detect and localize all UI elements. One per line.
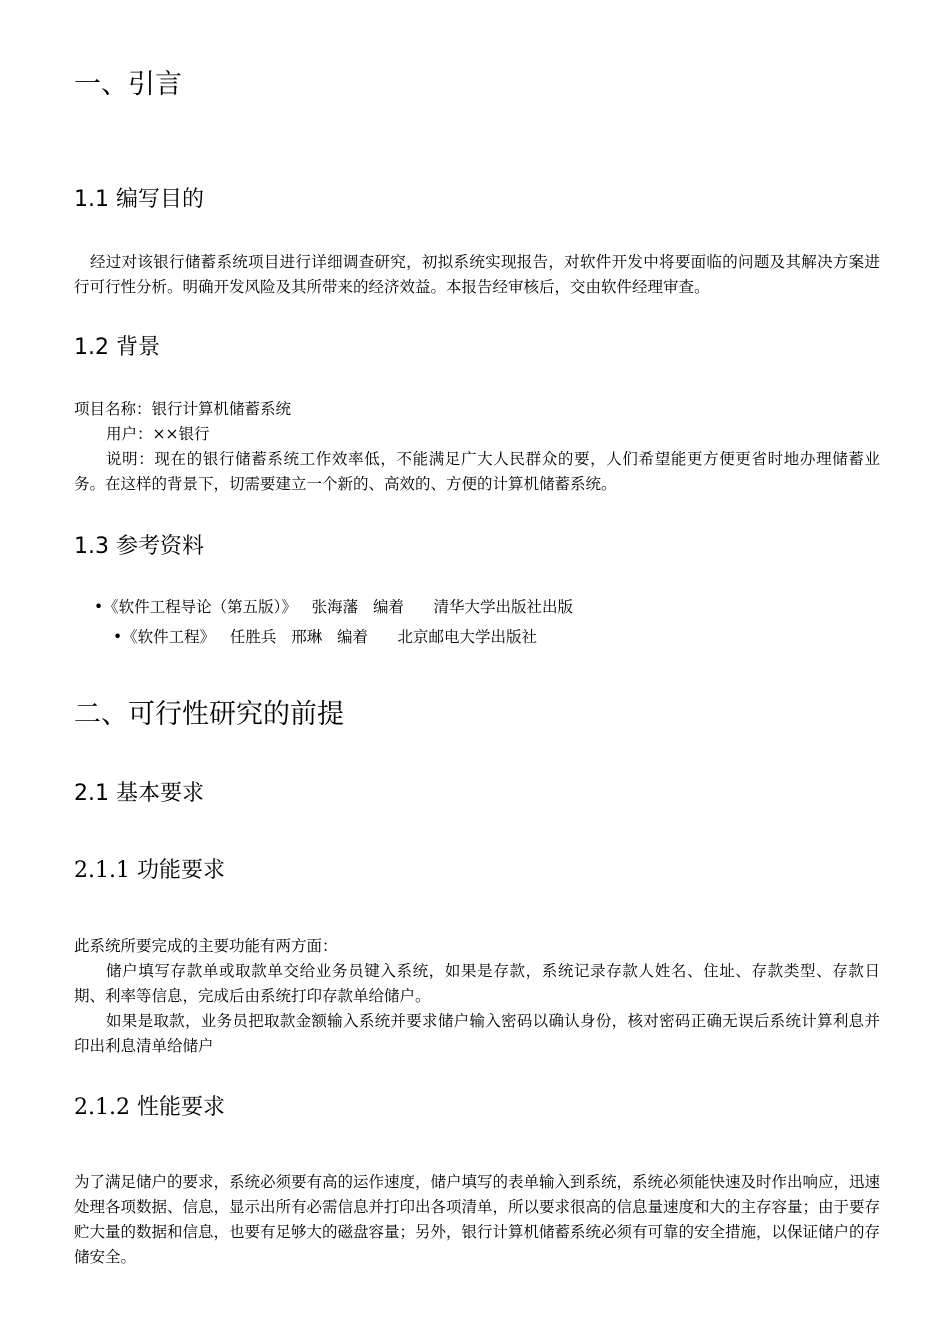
- function-paragraph-withdraw: 如果是取款，业务员把取款金额输入系统并要求储户输入密码以确认身份，核对密码正确无误后系统计算利息并印出利息清单给储户: [74, 1012, 880, 1055]
- section-1-3-heading: 1.3 参考资料: [74, 534, 204, 559]
- function-paragraph-deposit: 储户填写存款单或取款单交给业务员键入系统，如果是存款，系统记录存款人姓名、住址、存款类型、存款日期、利率等信息，完成后由系统打印存款单给储户。: [74, 962, 880, 1005]
- section-1-heading: 一、引言: [74, 69, 182, 100]
- reference-item: •《软件工程》 任胜兵 邢琳 编着 北京邮电大学出版社: [113, 628, 538, 646]
- section-1-1-heading: 1.1 编写目的: [74, 187, 204, 212]
- section-1-2-heading: 1.2 背景: [74, 335, 160, 360]
- section-2-1-heading: 2.1 基本要求: [74, 781, 204, 806]
- section-2-1-1-heading: 2.1.1 功能要求: [74, 858, 225, 883]
- background-description: 说明：现在的银行储蓄系统工作效率低，不能满足广大人民群众的要，人们希望能更方便更省时地办理储蓄业务。在这样的背景下，切需要建立一个新的、高效的、方便的计算机储蓄系统。: [74, 450, 880, 493]
- section-1-1-paragraph: 经过对该银行储蓄系统项目进行详细调查研究，初拟系统实现报告，对软件开发中将要面临的问题及其解决方案进行可行性分析。明确开发风险及其所带来的经济效益。本报告经审核后，交由软件经理审查。: [74, 253, 880, 296]
- project-name-line: 项目名称：银行计算机储蓄系统: [74, 400, 292, 418]
- reference-item: •《软件工程导论（第五版）》 张海藩 编着 清华大学出版社出版: [94, 598, 574, 616]
- section-2-1-2-heading: 2.1.2 性能要求: [74, 1095, 225, 1120]
- user-line: 用户：××银行: [106, 425, 210, 443]
- performance-paragraph: 为了满足储户的要求，系统必须要有高的运作速度，储户填写的表单输入到系统，系统必须能快速及时作出响应，迅速处理各项数据、信息，显示出所有必需信息并打印出各项清单，所以要求很高的信息量速度和大的主存容量；由于要存贮大量的数据和信息，也要有足够大的磁盘容量；另外，银行计算机储蓄系统必须有可靠的安全措施，以保证储户的存储安全。: [74, 1173, 881, 1266]
- function-intro: 此系统所要完成的主要功能有两方面：: [74, 937, 338, 955]
- section-2-heading: 二、可行性研究的前提: [74, 699, 344, 730]
